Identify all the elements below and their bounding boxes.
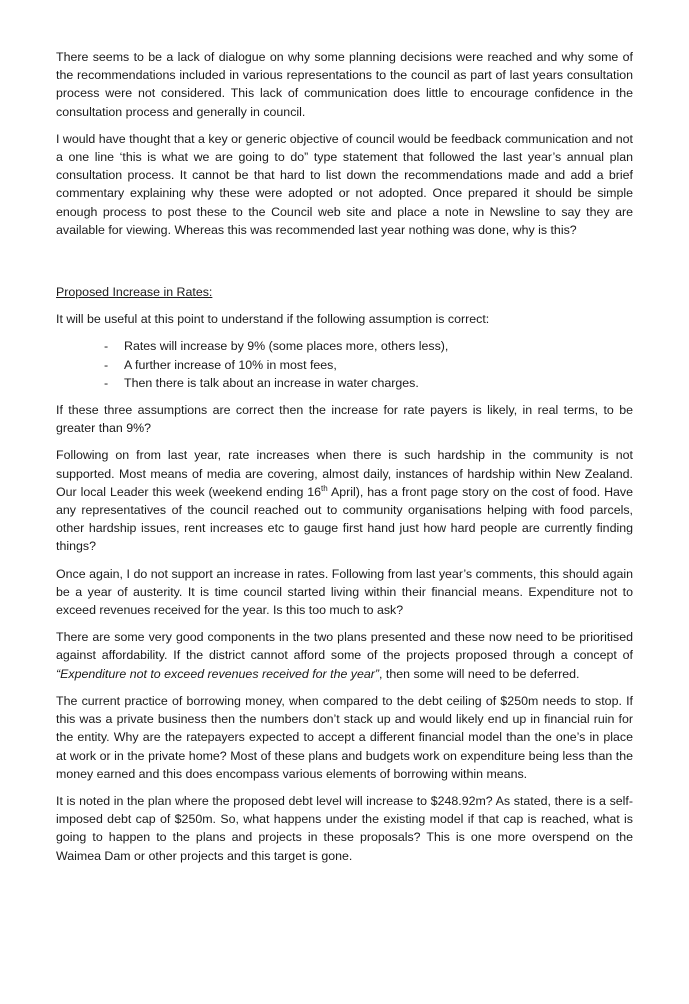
affordability-quote: “Expenditure not to exceed revenues received for the year” [56,666,380,681]
paragraph-assumption: It will be useful at this point to understand if the following assumption is correct: [56,312,490,327]
list-item: - Rates will increase by 9% (some places more, others less), [104,337,633,355]
paragraph-three-assumptions: If these three assumptions are correct then the increase for rate payers is likely, in real terms, to be greater than 9%? [56,403,633,436]
list-item: - Then there is talk about an increase in water charges. [104,374,633,392]
paragraph-dialogue: There seems to be a lack of dialogue on why some planning decisions were reached and why some of the recommendations included in various representations to the council as part of last years consultation process were not considered. This lack of communication does little to encourage confidence in the consultation process and generally in council. [56,50,633,119]
paragraph-hardship [56,446,633,555]
paragraph-borrowing: The current practice of borrowing money, when compared to the debt ceiling of $250m needs to stop. If this was a private business then the numbers don’t stack up and would likely end up in financial ruin for the entity. Why are the ratepayers expected to accept a different financial model than the one’s in place at work or in the private home? Most of these plans and budgets work on expenditure being less than the money earned and this does encompass various elements of borrowing within means. [56,693,633,781]
section-heading: Proposed Increase in Rates: [56,285,213,300]
hardship-text-b: April), has a front page story on the cost of food. Have any representatives of the council reached out to community organisations helping with food parcels, other hardship issues, rent increases etc to gauge first hand just how hard people are currently finding things? [56,484,633,554]
list-item: - A further increase of 10% in most fees, [104,356,633,374]
paragraph-affordability [56,628,633,683]
assumption-list [56,337,633,392]
ordinal-suffix: th [321,483,328,493]
affordability-text-b: , then some will need to be deferred. [379,666,580,681]
paragraph-feedback: I would have thought that a key or generic objective of council would be feedback communication and not a one line ‘this is what we are going to do” type statement that followed the last year’s annual plan consultation process. It cannot be that hard to list down the recommendations made and add a brief commentary explaining why these were adopted or not adopted. Once prepared it should be simple enough process to post these to the Council web site and place a note in Newsline to say they are available for viewing. Whereas this was recommended last year nothing was done, why is this? [56,131,633,237]
hardship-text-a: Following on from last year, rate increases when there is such hardship in the community is not supported. Most means of media are covering, almost daily, instances of hardship within New Zealand. Our local Leader this week (weekend ending 16 [56,448,633,499]
affordability-text-a: There are some very good components in the two plans presented and these now need to be prioritised against affordability. If the district cannot afford some of the projects proposed through a concept of [56,630,633,663]
paragraph-austerity: Once again, I do not support an increase in rates. Following from last year’s comments, this should again be a year of austerity. It is time council started living within their financial means. Expenditure not to exceed revenues received for the year. Is this too much to ask? [56,566,633,618]
paragraph-debt-cap: It is noted in the plan where the proposed debt level will increase to $248.92m? As stated, there is a self-imposed debt cap of $250m. So, what happens under the existing model if that cap is reached, what is going to happen to the plans and projects in these proposals? This is one more overspend on the Waimea Dam or other projects and this target is gone. [56,793,633,863]
